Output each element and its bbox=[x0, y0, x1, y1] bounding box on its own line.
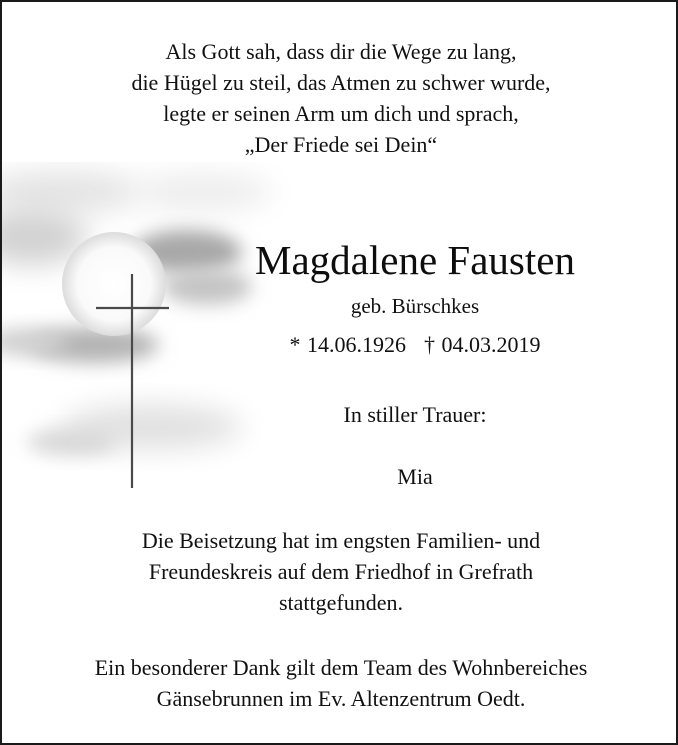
burial-line: Die Beisetzung hat im engsten Familien- und bbox=[141, 528, 541, 553]
thanks-note bbox=[2, 652, 678, 714]
poem-line: die Hügel zu steil, das Atmen zu schwer wurde, bbox=[131, 70, 551, 95]
burial-line: stattgefunden. bbox=[278, 590, 404, 615]
opening-poem bbox=[2, 36, 678, 160]
life-dates bbox=[192, 330, 638, 360]
poem-line: Als Gott sah, dass dir die Wege zu lang, bbox=[165, 39, 517, 64]
thanks-line: Ein besonderer Dank gilt dem Team des Wohnbereiches bbox=[94, 655, 588, 680]
poem-line: „Der Friede sei Dein“ bbox=[244, 132, 438, 157]
poem-line: legte er seinen Arm um dich und sprach, bbox=[163, 101, 519, 126]
burial-notice bbox=[2, 525, 678, 618]
deceased-name: Magdalene Fausten bbox=[255, 237, 575, 283]
death-date: † 04.03.2019 bbox=[424, 332, 541, 357]
mourning-heading: In stiller Trauer: bbox=[343, 402, 487, 427]
burial-line: Freundeskreis auf dem Friedhof in Grefrath bbox=[148, 559, 534, 584]
moon-shape bbox=[62, 232, 166, 336]
thanks-line: Gänsebrunnen im Ev. Altenzentrum Oedt. bbox=[156, 686, 526, 711]
birth-name: geb. Bürschkes bbox=[350, 294, 480, 318]
birth-date: * 14.06.1926 bbox=[289, 332, 406, 357]
mourner-names: Mia bbox=[397, 464, 433, 489]
